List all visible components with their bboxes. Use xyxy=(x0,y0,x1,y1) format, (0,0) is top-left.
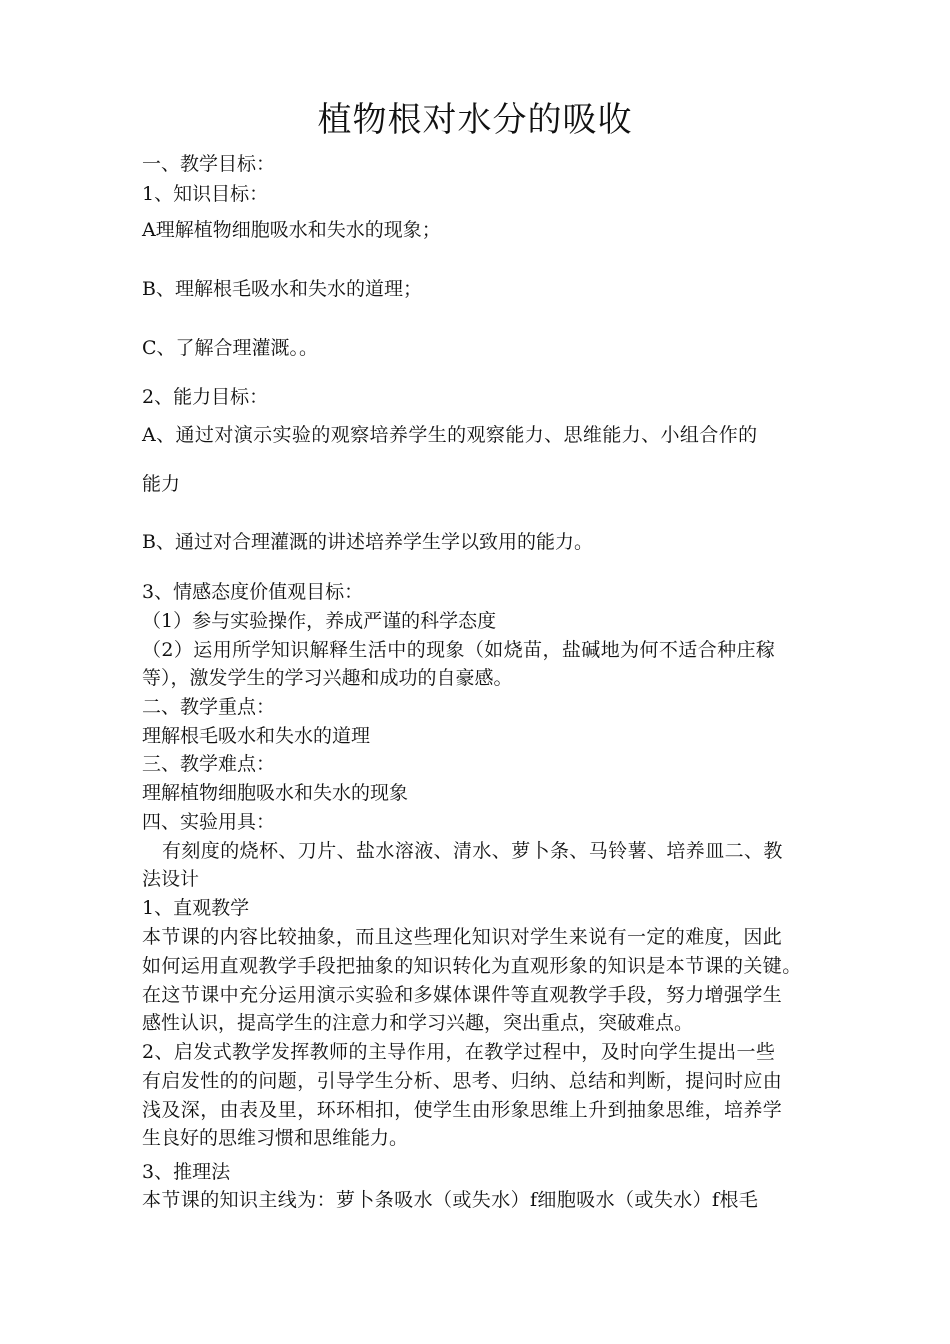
section-heading-equipment: 四、实验用具： xyxy=(142,811,276,833)
paragraph-intuitive-1: 本节课的内容比较抽象，而且这些理化知识对学生来说有一定的难度，因此 xyxy=(142,926,783,948)
knowledge-goal-c: C、了解合理灌溉。。 xyxy=(142,337,319,359)
subheading-knowledge-goals: 1、知识目标： xyxy=(142,183,269,205)
section-heading-difficulties: 三、教学难点： xyxy=(142,753,276,775)
subheading-reasoning-method: 3、推理法 xyxy=(142,1161,231,1183)
document-title: 植物根对水分的吸收 xyxy=(317,100,633,140)
paragraph-intuitive-4: 感性认识，提高学生的注意力和学习兴趣，突出重点，突破难点。 xyxy=(142,1012,694,1034)
attitude-goal-1: （1）参与实验操作，养成严谨的科学态度 xyxy=(142,610,497,632)
key-point-text: 理解根毛吸水和失水的道理 xyxy=(142,725,371,747)
section-heading-teaching-goals: 一、教学目标： xyxy=(142,153,276,175)
subheading-attitude-goals: 3、情感态度价值观目标： xyxy=(142,581,364,603)
paragraph-heuristic-2: 有启发性的的问题，引导学生分析、思考、归纳、总结和判断，提问时应由 xyxy=(142,1070,783,1092)
paragraph-heuristic-3: 浅及深，由表及里，环环相扣，使学生由形象思维上升到抽象思维，培养学 xyxy=(142,1099,783,1121)
knowledge-goal-a: A理解植物细胞吸水和失水的现象； xyxy=(142,219,441,241)
difficulty-text: 理解植物细胞吸水和失水的现象 xyxy=(142,782,409,804)
attitude-goal-2: （2）运用所学知识解释生活中的现象（如烧苗，盐碱地为何不适合种庄稼 xyxy=(142,639,776,661)
knowledge-goal-b: B、理解根毛吸水和失水的道理； xyxy=(142,278,422,300)
equipment-list-continued: 法设计 xyxy=(142,868,200,890)
paragraph-reasoning-1: 本节课的知识主线为：萝卜条吸水（或失水）f细胞吸水（或失水）f根毛 xyxy=(142,1189,759,1211)
section-heading-key-points: 二、教学重点： xyxy=(142,696,276,718)
paragraph-intuitive-2: 如何运用直观教学手段把抽象的知识转化为直观形象的知识是本节课的关键。 xyxy=(142,955,802,977)
ability-goal-a-continued: 能力 xyxy=(142,473,181,495)
subheading-intuitive-teaching: 1、直观教学 xyxy=(142,897,250,919)
ability-goal-a: A、通过对演示实验的观察培养学生的观察能力、思维能力、小组合作的 xyxy=(142,424,758,446)
paragraph-intuitive-3: 在这节课中充分运用演示实验和多媒体课件等直观教学手段，努力增强学生 xyxy=(142,984,783,1006)
paragraph-heuristic-4: 生良好的思维习惯和思维能力。 xyxy=(142,1127,409,1149)
subheading-ability-goals: 2、能力目标： xyxy=(142,386,269,408)
ability-goal-b: B、通过对合理灌溉的讲述培养学生学以致用的能力。 xyxy=(142,531,593,553)
attitude-goal-2-continued: 等），激发学生的学习兴趣和成功的自豪感。 xyxy=(142,667,513,689)
equipment-list: 有刻度的烧杯、刀片、盐水溶液、清水、萝卜条、马铃薯、培养皿二、教 xyxy=(162,840,783,862)
paragraph-heuristic-1: 2、启发式教学发挥教师的主导作用，在教学过程中，及时向学生提出一些 xyxy=(142,1041,776,1063)
